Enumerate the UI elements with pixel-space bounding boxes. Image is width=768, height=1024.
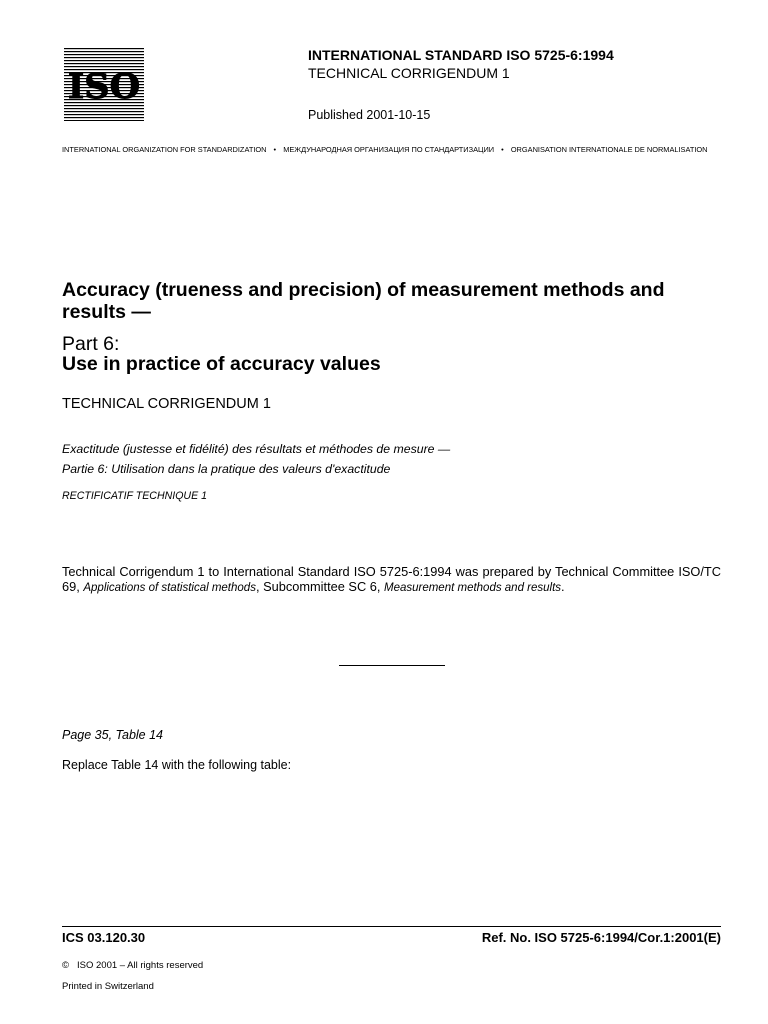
ics-code: ICS 03.120.30 [62, 930, 146, 945]
french-title-line2: Partie 6: Utilisation dans la pratique des valeurs d'exactitude [62, 462, 391, 476]
logo-stripe [64, 120, 144, 121]
org-name-russian: МЕЖДУНАРОДНАЯ ОРГАНИЗАЦИЯ ПО СТАНДАРТИЗАЦИИ [283, 145, 495, 154]
logo-stripe [64, 60, 144, 61]
section-divider [339, 665, 445, 666]
french-corrigendum-label: RECTIFICATIF TECHNIQUE 1 [62, 490, 207, 502]
part-label: Part 6: [62, 333, 120, 355]
published-date: Published 2001-10-15 [308, 108, 431, 122]
standard-title: INTERNATIONAL STANDARD ISO 5725-6:1994 [308, 47, 614, 63]
bullet-separator: • [501, 145, 504, 154]
replacement-instruction: Replace Table 14 with the following table: [62, 758, 292, 772]
intro-text-mid: , Subcommittee SC 6, [255, 579, 384, 594]
bullet-separator: • [273, 145, 277, 154]
iso-logo-graphic [64, 47, 144, 121]
copyright-text: ISO 2001 – All rights reserved [77, 960, 204, 971]
logo-stripe [64, 54, 144, 55]
organization-names [62, 145, 722, 155]
reference-number: Ref. No. ISO 5725-6:1994/Cor.1:2001(E) [481, 930, 721, 945]
logo-stripe [64, 57, 144, 58]
document-main-title: Accuracy (trueness and precision) of measurement methods and results — [62, 279, 665, 323]
iso-logo [64, 47, 144, 121]
printed-in: Printed in Switzerland [62, 981, 154, 992]
logo-stripe [64, 51, 144, 52]
corrigendum-label: TECHNICAL CORRIGENDUM 1 [308, 65, 510, 81]
footer-divider [62, 926, 721, 927]
logo-stripe [64, 48, 144, 49]
copyright-notice [62, 960, 203, 972]
page-reference: Page 35, Table 14 [62, 728, 164, 742]
french-title-line1: Exactitude (justesse et fidélité) des résultats et méthodes de mesure — [62, 442, 451, 456]
logo-stripe [64, 108, 144, 109]
committee-name: Applications of statistical methods [83, 582, 256, 594]
iso-logo-text: ISO [67, 66, 141, 107]
intro-paragraph [62, 564, 721, 596]
logo-stripe [64, 117, 144, 118]
subcommittee-name: Measurement methods and results [383, 582, 562, 594]
org-name-french: ORGANISATION INTERNATIONALE DE NORMALISATION [510, 145, 708, 154]
logo-stripe [64, 114, 144, 115]
logo-stripe [64, 63, 144, 64]
logo-stripe [64, 111, 144, 112]
intro-text-end: . [561, 579, 565, 594]
copyright-icon: © [62, 960, 69, 971]
intro-text: Technical Corrigendum 1 to International Standard ISO 5725-6:1994 was prepared by Technical Committee ISO/TC 69, [62, 564, 721, 594]
org-name-english: INTERNATIONAL ORGANIZATION FOR STANDARDIZATION [62, 145, 267, 154]
part-title: Use in practice of accuracy values [62, 353, 381, 375]
technical-corrigendum-heading: TECHNICAL CORRIGENDUM 1 [62, 396, 271, 412]
